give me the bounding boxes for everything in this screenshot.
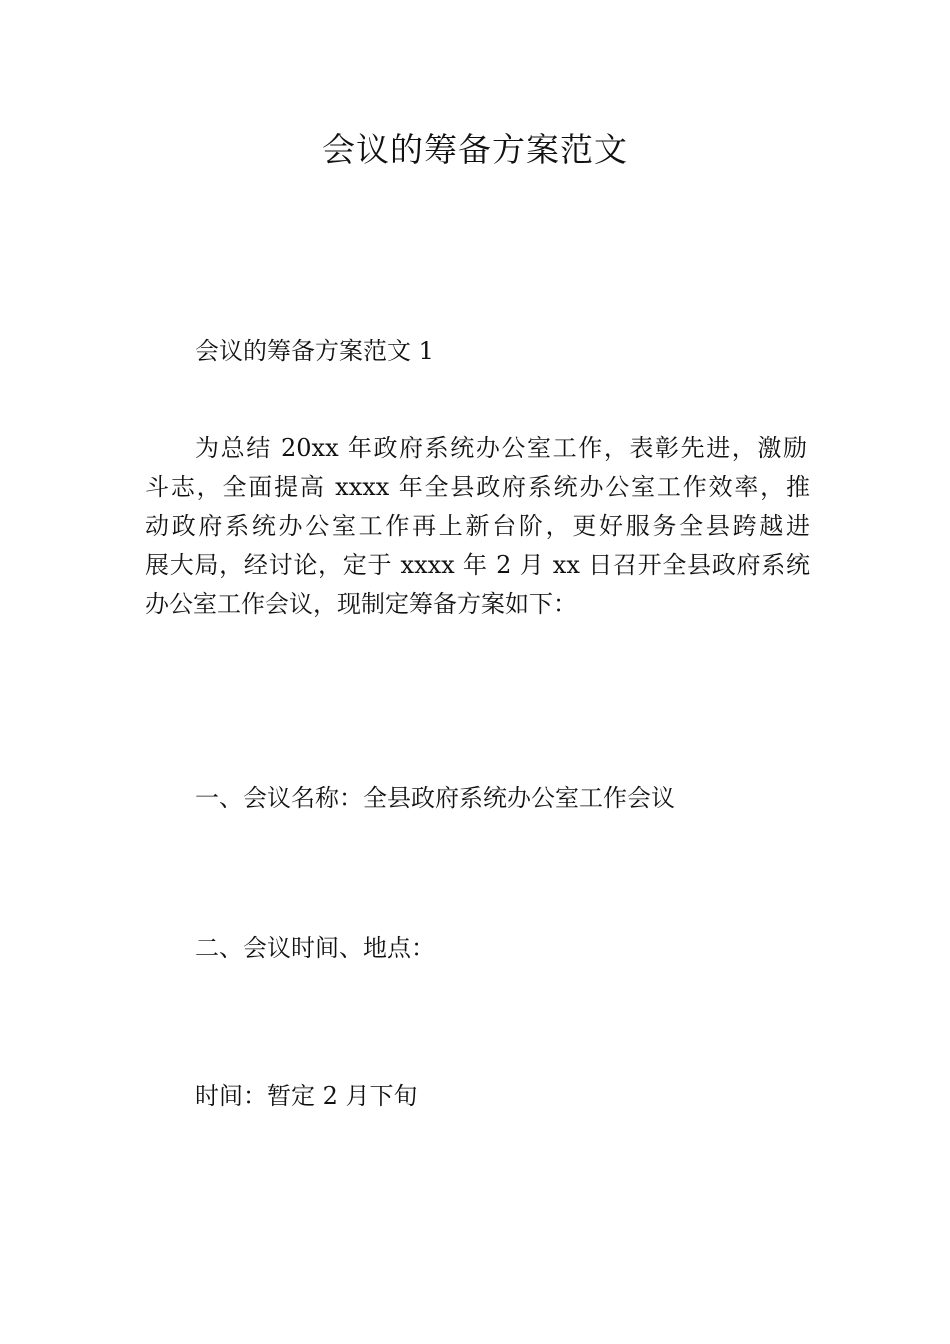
item-meeting-time-place: 二、会议时间、地点： [195, 934, 435, 962]
document-title: 会议的筹备方案范文 [322, 130, 628, 169]
item-meeting-name: 一、会议名称：全县政府系统办公室工作会议 [195, 784, 675, 812]
intro-line-4: 展大局，经讨论，定于 xxxx 年 2 月 xx 日召开全县政府系统 [145, 551, 810, 579]
intro-line-3: 动政府系统办公室工作再上新台阶，更好服务全县跨越进 [145, 512, 810, 540]
intro-line-2: 斗志，全面提高 xxxx 年全县政府系统办公室工作效率，推 [145, 473, 810, 501]
intro-line-1: 为总结 20xx 年政府系统办公室工作，表彰先进，激励 [195, 434, 807, 462]
section-heading: 会议的筹备方案范文 1 [195, 337, 434, 365]
meeting-time-line: 时间：暂定 2 月下旬 [195, 1082, 418, 1110]
intro-line-5: 办公室工作会议，现制定筹备方案如下： [145, 590, 577, 618]
